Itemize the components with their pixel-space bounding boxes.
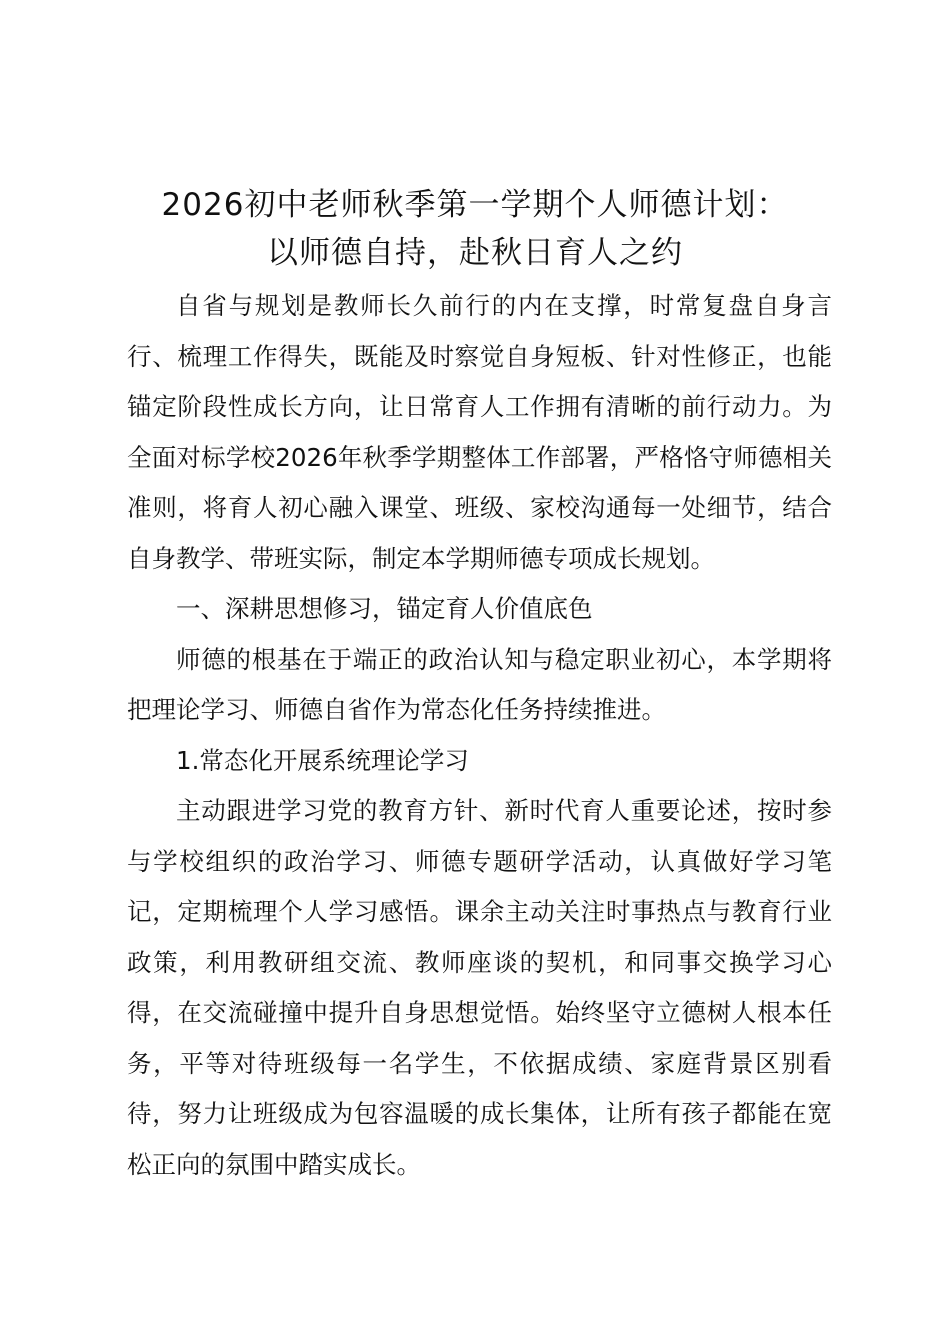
document-body xyxy=(127,281,832,1190)
intro-paragraph: 自省与规划是教师长久前行的内在支撑，时常复盘自身言行、梳理工作得失，既能及时察觉自身短板、针对性修正，也能锚定阶段性成长方向，让日常育人工作拥有清晰的前行动力。为全面对标学校2026年秋季学期整体工作部署，严格恪守师德相关准则，将育人初心融入课堂、班级、家校沟通每一处细节，结合自身教学、带班实际，制定本学期师德专项成长规划。 xyxy=(127,291,832,573)
document-title-line-1: 2026初中老师秋季第一学期个人师德计划： xyxy=(161,187,789,223)
subsection-heading-1: 1.常态化开展系统理论学习 xyxy=(176,745,469,775)
subsection-1-paragraph: 主动跟进学习党的教育方针、新时代育人重要论述，按时参与学校组织的政治学习、师德专题研学活动，认真做好学习笔记，定期梳理个人学习感悟。课余主动关注时事热点与教育行业政策，利用教研组交流、教师座谈的契机，和同事交换学习心得，在交流碰撞中提升自身思想觉悟。始终坚守立德树人根本任务，平等对待班级每一名学生，不依据成绩、家庭背景区别看待，努力让班级成为包容温暖的成长集体，让所有孩子都能在宽松正向的氛围中踏实成长。 xyxy=(127,796,832,1179)
section-1-paragraph: 师德的根基在于端正的政治认知与稳定职业初心，本学期将把理论学习、师德自省作为常态化任务持续推进。 xyxy=(127,644,832,724)
section-heading-1: 一、深耕思想修习，锚定育人价值底色 xyxy=(176,594,593,623)
document-title-line-2: 以师德自持，赴秋日育人之约 xyxy=(267,235,683,271)
